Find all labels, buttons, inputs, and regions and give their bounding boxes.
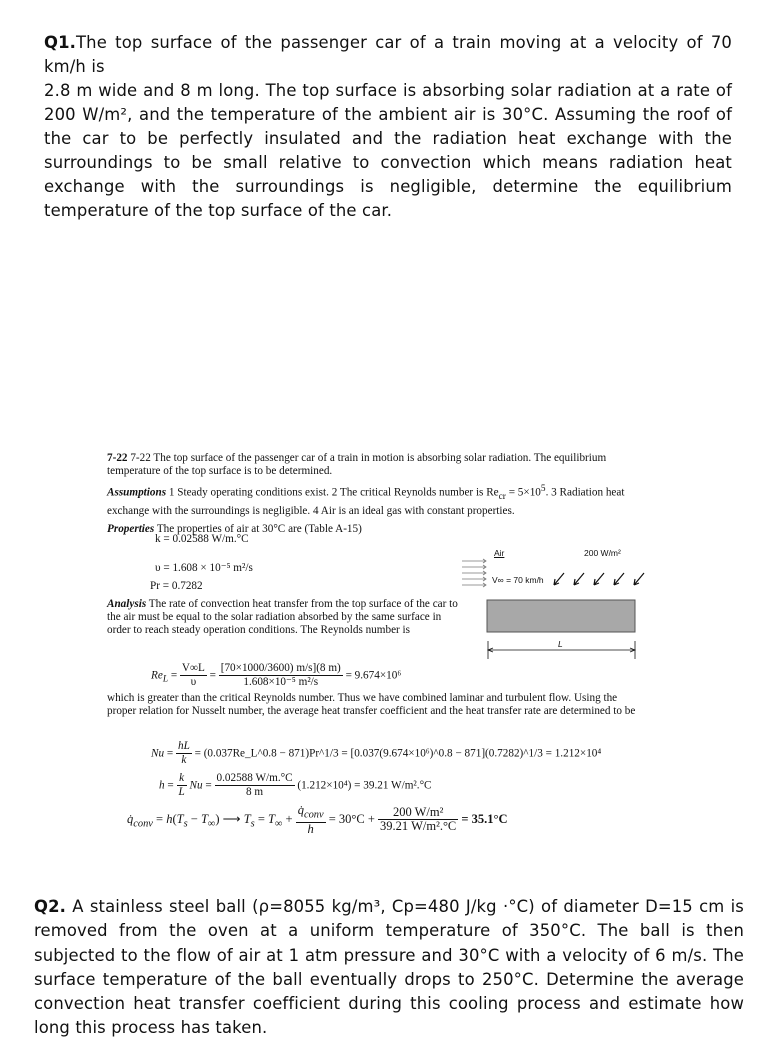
question-1-line1 bbox=[44, 31, 732, 79]
solution-after-reynolds: which is greater than the critical Reynolds number. Thus we have combined laminar and turbulent flow. Using the proper relation for Nusselt number, the average heat transfer coefficient and the heat transfer rate are determined to be bbox=[107, 692, 636, 718]
question-1 bbox=[44, 31, 732, 223]
property-prandtl: Pr = 0.7282 bbox=[150, 580, 203, 592]
solution-analysis: Analysis The rate of convection heat transfer from the top surface of the car to the air must be equal to the solar radiation absorbed by the same surface in order to reach steady operation conditions. The Reynolds number is bbox=[107, 598, 458, 637]
question-2-label: Q2. bbox=[34, 897, 67, 916]
property-viscosity: υ = 1.608 × 10⁻⁵ m²/s bbox=[155, 562, 253, 574]
radiation-label: 200 W/m² bbox=[584, 548, 621, 558]
question-1-line1-text: The top surface of the passenger car of a train moving at a velocity of 70 km/h is bbox=[44, 33, 732, 76]
surface-temperature-equation: $q̇_{conv} = h(T_s - T_\infty)$ ⟶ $T_s = T_\infty$ + $\frac{q̇_{conv}}{h}$ = 30°C + $\frac{\text{200 W/m²}}{\text{39.21 W/m².°C}}$ = 35.1°C bbox=[127, 803, 508, 836]
question-1-label: Q1. bbox=[44, 33, 77, 52]
solution-assumptions: Assumptions 1 Steady operating conditions exist. 2 The critical Reynolds number is $Re_{cr} = 5\times 10^5$. 3 Radiation heat exchange with the surroundings is negligible. 4 Air is an ideal gas with constant properties. bbox=[107, 484, 625, 517]
question-2-body bbox=[34, 895, 744, 1041]
airflow-lines bbox=[462, 559, 486, 587]
reynolds-equation: $Re_L$ = $\frac{V\infty L}{\upsilon}$ = $\frac{[70\times 1000/3600) m/s](8 m)}{\text{1.608×10⁻⁵ m²/s}}$ = 9.674×10⁶ bbox=[151, 662, 402, 689]
question-2 bbox=[34, 895, 744, 1041]
question-2-text: A stainless steel ball (ρ=8055 kg/m³, Cp=480 J/kg ·°C) of diameter D=15 cm is removed from the oven at a uniform temperature of 350°C. The ball is then subjected to the flow of air at 1 atm pressure and 30°C with a velocity of 6 m/s. The surface temperature of the ball eventually drops to 250°C. Determine the average convection heat transfer coefficient during this cooling process and estimate how long this process has taken. bbox=[34, 897, 744, 1038]
solution-properties: Properties The properties of air at 30°C are (Table A-15) bbox=[107, 522, 362, 535]
solution-intro: 7-22 7-22 The top surface of the passenger car of a train in motion is absorbing solar radiation. The equilibrium temperature of the top surface is to be determined. bbox=[107, 452, 607, 478]
diagram-graphics bbox=[462, 545, 648, 665]
question-1-body: 2.8 m wide and 8 m long. The top surface is absorbing solar radiation at a rate of 200 W/m², and the temperature of the ambient air is 30°C. Assuming the roof of the car to be perfectly insulated and the radiation heat exchange with the surroundings to be small relative to convection which means radiation heat exchange with the surroundings is negligible, determine the equilibrium temperature of the top surface of the car. bbox=[44, 81, 732, 220]
air-label: Air bbox=[494, 548, 505, 558]
velocity-label: V∞ = 70 km/h bbox=[492, 575, 544, 585]
car-roof-block bbox=[487, 600, 635, 632]
nusselt-equation: Nu = $\frac{hL}{k}$ = (0.037Re_L^0.8 − 871)Pr^1/3 = [0.037(9.674×10⁶)^0.8 − 871](0.7282)^1/3 = 1.212×10⁴ bbox=[151, 740, 602, 767]
train-car-diagram bbox=[462, 545, 648, 665]
length-label: L bbox=[558, 639, 563, 649]
h-equation: h = $\frac{k}{L}$ Nu = $\frac{0.02588 W/m.^\circ C}{8 m}$ (1.212×10⁴) = 39.21 W/m².°C bbox=[159, 772, 432, 799]
property-k: k = 0.02588 W/m.°C bbox=[155, 533, 249, 545]
radiation-arrows-icon bbox=[554, 573, 644, 585]
